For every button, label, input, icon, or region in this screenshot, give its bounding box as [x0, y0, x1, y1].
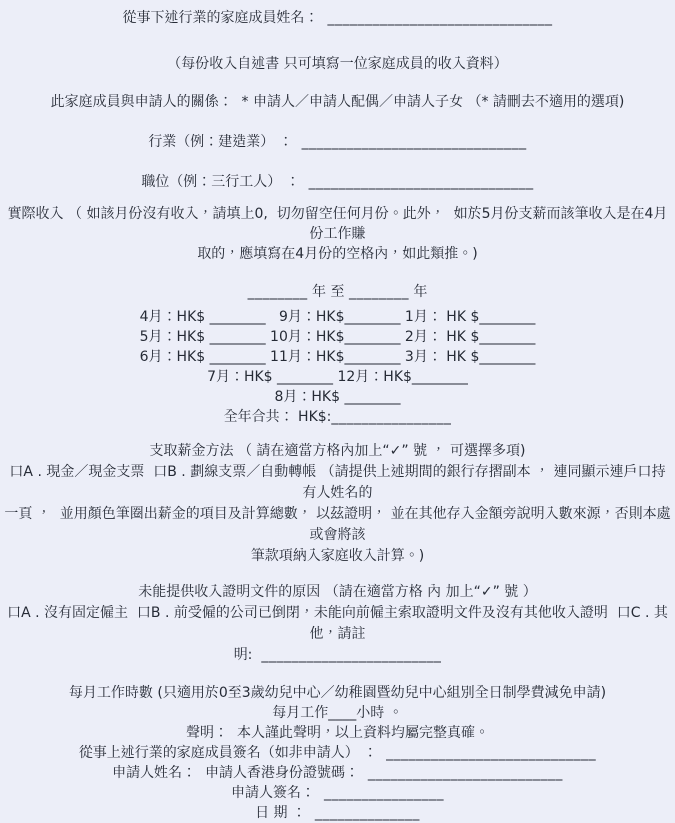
member-name-blank: ______________________________ [327, 10, 553, 26]
no-proof-option-a-label: A . 沒有固定僱主 [21, 605, 137, 621]
income-month-row: 5月：HK$ ________ 10月：HK$________ 2月： HK $________ [139, 329, 536, 345]
annual-total-line [4, 407, 671, 427]
member-signature-blank: ____________________________ [386, 745, 597, 761]
payment-method-section [4, 441, 671, 567]
applicant-signature-line [4, 783, 671, 803]
payment-method-note-line3: 筆款項納入家庭收入計算。) [250, 548, 425, 564]
member-signature-line [4, 743, 671, 763]
income-month-row: 7月：HK$ ________ 12月：HK$________ [207, 369, 468, 385]
date-line [4, 803, 671, 823]
no-proof-note-label: 明: [233, 647, 262, 663]
no-proof-options-line [4, 603, 671, 645]
member-name-line [4, 8, 671, 28]
member-signature-label: 從事上述行業的家庭成員簽名（如非申請人） ： [78, 745, 387, 761]
position-label: 職位（例：三行工人） ： [141, 174, 309, 190]
checkbox-c-icon: 口 [616, 605, 631, 621]
actual-income-intro-line2: 取的，應填寫在4月份的空格內，如此類推。) [197, 246, 478, 262]
income-month-row: 8月：HK$ ________ [274, 389, 401, 405]
industry-line [4, 132, 671, 152]
actual-income-intro [4, 204, 671, 264]
checkbox-a-icon: 口 [7, 605, 22, 621]
checkbox-a-icon: 口 [9, 464, 24, 480]
actual-income-intro-line1: 實際收入 （ 如該月份沒有收入，請填上0, 切勿留空任何月份。此外， 如於5月份支薪而該筆收入是在4月份工作賺 [7, 206, 668, 242]
no-proof-note-blank: ________________________ [261, 647, 442, 663]
relationship-line: 此家庭成員與申請人的關係： * 申請人／申請人配偶／申請人子女 （* 請刪去不適用的選項) [50, 94, 625, 110]
position-line [4, 172, 671, 192]
annual-total-label: 全年合共： HK$: [223, 409, 332, 425]
date-blank: ______________ [314, 805, 420, 821]
date-label: 日 期 ： [255, 805, 315, 821]
work-hours-line: 每月工作____小時 。 [272, 705, 403, 721]
no-proof-section [4, 582, 671, 666]
payment-method-title: 支取薪金方法 （ 請在適當方格內加上“✓” 號 ， 可選擇多項) [149, 443, 526, 459]
no-proof-option-c-label: C . 其他，請註 [309, 605, 668, 642]
payment-method-options-line [4, 462, 671, 504]
industry-label: 行業（例：建造業） ： [148, 134, 302, 150]
work-hours-title: 每月工作時數 (只適用於0至3歲幼兒中心／幼稚園暨幼兒中心組別全日制學費減免申請) [68, 685, 607, 701]
checkbox-b-icon: 口 [153, 464, 168, 480]
applicant-signature-blank: ________________ [323, 785, 444, 801]
year-to-blank: ________ [348, 284, 409, 300]
applicant-signature-label: 申請人簽名： [231, 785, 324, 801]
year-from-blank: ________ [247, 284, 308, 300]
applicant-name-id-line [4, 763, 671, 783]
payment-option-a-label: A . 現金／現金支票 [23, 464, 154, 480]
industry-blank: ______________________________ [301, 134, 527, 150]
single-member-note: （每份收入自述書 只可填寫一位家庭成員的收入資料） [167, 56, 508, 72]
year-range-line [4, 282, 671, 302]
payment-option-b-label: B . 劃線支票／自動轉帳 （請提供上述期間的銀行存摺副本 ， 連同顯示連戶口持有人姓名的 [167, 464, 666, 501]
checkbox-b-icon: 口 [136, 605, 151, 621]
applicant-name-label: 申請人姓名： [112, 765, 205, 781]
declaration-statement: 聲明： 本人謹此聲明，以上資料均屬完整真確。 [186, 725, 489, 741]
annual-total-blank: ________________ [331, 409, 452, 425]
income-month-row: 4月：HK$ ________ 9月：HK$________ 1月： HK $________ [139, 309, 536, 325]
no-proof-title: 未能提供收入證明文件的原因 （請在適當方格 內 加上“✓” 號 ） [138, 584, 537, 600]
position-blank: ______________________________ [308, 174, 534, 190]
applicant-id-label: 申請人香港身份證號碼： [205, 765, 368, 781]
declaration-section [4, 683, 671, 823]
no-proof-option-b-label: B . 前受僱的公司已倒閉，未能向前僱主索取證明文件及沒有其他收入證明 [150, 605, 617, 621]
year-range-mid-label: 年 至 [307, 284, 349, 300]
year-suffix-label: 年 [408, 284, 428, 300]
member-name-label: 從事下述行業的家庭成員姓名： [122, 10, 328, 26]
income-month-row: 6月：HK$ ________ 11月：HK$________ 3月： HK $________ [139, 349, 536, 365]
payment-method-note-line2: 一頁 ， 並用顏色筆圈出薪金的項目及計算總數， 以茲證明， 並在其他存入金額旁說明入數來源，否則本處或會將該 [4, 506, 671, 543]
no-proof-note-line [4, 645, 671, 666]
monthly-income-block [4, 307, 671, 427]
applicant-id-blank: __________________________ [367, 765, 563, 781]
